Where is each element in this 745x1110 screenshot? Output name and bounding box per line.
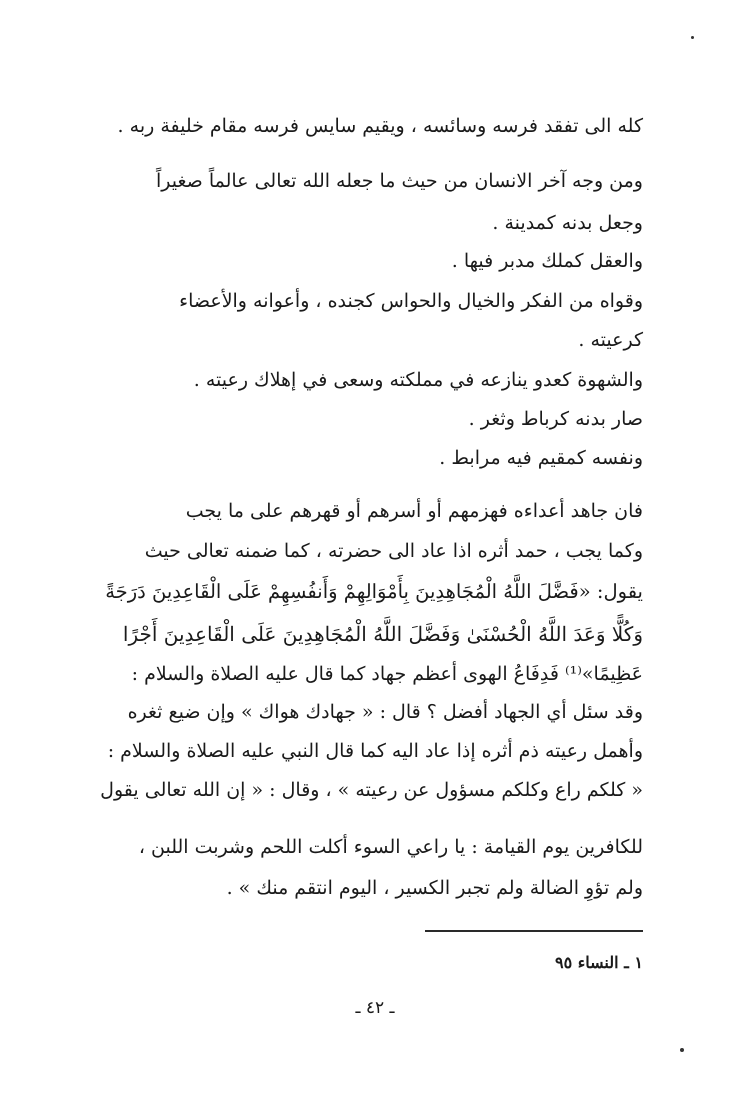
scan-speck bbox=[680, 1048, 684, 1052]
text-line: « كلكم راع وكلكم مسؤول عن رعيته » ، وقال : « إن الله تعالى يقول bbox=[100, 779, 643, 801]
quran-verse-line: وَكُلًّا وَعَدَ اللَّهُ الْحُسْنَىٰ وَفَضَّلَ اللَّهُ الْمُجَاهِدِينَ عَلَى الْقَاعِدِينَ أَجْرًا bbox=[122, 622, 643, 646]
page-number: ـ ٤٢ ـ bbox=[355, 998, 395, 1018]
text-line: ومن وجه آخر الانسان من حيث ما جعله الله تعالى عالماً صغيراً bbox=[156, 170, 643, 192]
text-line: عَظِيمًا»⁽¹⁾ فَدِفَاعُ الهوى أعظم جهاد كما قال عليه الصلاة والسلام : bbox=[131, 663, 643, 685]
text-line: كله الى تفقد فرسه وسائسه ، ويقيم سايس فرسه مقام خليفة ربه . bbox=[117, 115, 643, 137]
text-line: ونفسه كمقيم فيه مرابط . bbox=[439, 447, 643, 469]
text-line: ولم تؤوِ الضالة ولم تجبر الكسير ، اليوم انتقم منك » . bbox=[226, 877, 643, 899]
footnote-divider bbox=[425, 930, 643, 932]
text-line: وقواه من الفكر والخيال والحواس كجنده ، وأعوانه والأعضاء bbox=[179, 290, 643, 312]
scan-speck bbox=[691, 36, 694, 39]
text-line: وقد سئل أي الجهاد أفضل ؟ قال : « جهادك هواك » وإن ضيع ثغره bbox=[127, 701, 643, 723]
text-line: للكافرين يوم القيامة : يا راعي السوء أكلت اللحم وشربت اللبن ، bbox=[138, 836, 643, 858]
text-line: والشهوة كعدو ينازعه في مملكته وسعى في إهلاك رعيته . bbox=[193, 369, 643, 391]
quran-verse-line: يقول: «فَضَّلَ اللَّهُ الْمُجَاهِدِينَ بِأَمْوَالِهِمْ وَأَنفُسِهِمْ عَلَى الْقَاعِدِينَ دَرَجَةً bbox=[105, 580, 643, 603]
footnote: ١ ـ النساء ٩٥ bbox=[555, 953, 643, 972]
text-line: كرعيته . bbox=[578, 329, 643, 351]
text-line: وكما يجب ، حمد أثره اذا عاد الى حضرته ، كما ضمنه تعالى حيث bbox=[144, 540, 643, 562]
text-line: وأهمل رعيته ذم أثره إذا عاد اليه كما قال النبي عليه الصلاة والسلام : bbox=[107, 740, 643, 762]
text-line: وجعل بدنه كمدينة . bbox=[492, 212, 643, 234]
text-line: فان جاهد أعداءه فهزمهم أو أسرهم أو قهرهم على ما يجب bbox=[185, 500, 643, 522]
text-line: والعقل كملك مدبر فيها . bbox=[451, 250, 643, 272]
text-line: صار بدنه كرباط وثغر . bbox=[468, 408, 643, 430]
